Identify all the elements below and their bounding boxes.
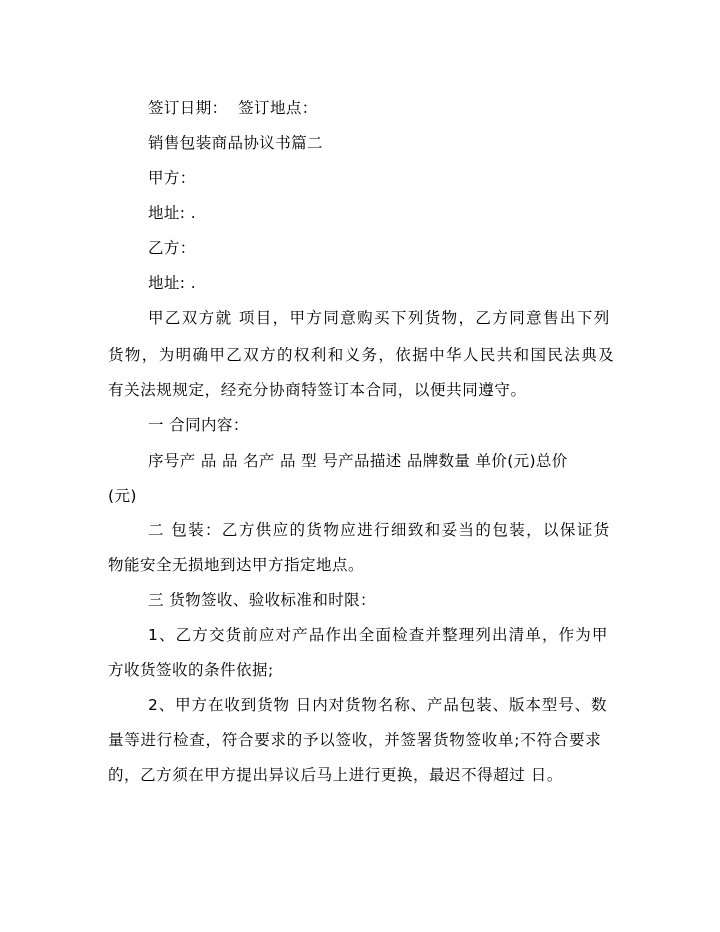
clause-1-line-1: 1、乙方交货前应对产品作出全面检查并整理列出清单，作为甲 <box>148 626 609 644</box>
intro-paragraph-line-1: 甲乙双方就 项目，甲方同意购买下列货物，乙方同意售出下列 <box>148 309 611 327</box>
party-a-address: 地址: . <box>148 204 197 222</box>
party-a-label: 甲方： <box>148 169 196 187</box>
document-title: 销售包装商品协议书篇二 <box>148 134 323 152</box>
intro-paragraph-line-2: 货物，为明确甲乙双方的权利和义务，依据中华人民共和国民法典及 <box>108 346 616 364</box>
intro-paragraph-line-3: 有关法规规定，经充分协商特签订本合同，以便共同遵守。 <box>108 381 527 399</box>
party-b-address: 地址: . <box>148 274 197 292</box>
table-header-line-2: (元) <box>108 487 137 505</box>
clause-1-line-2: 方收货签收的条件依据; <box>108 661 274 679</box>
sign-date-place-line: 签订日期： 签订地点： <box>148 99 318 117</box>
table-header-line-1: 序号产 品 品 名产 品 型 号产品描述 品牌数量 单价(元)总价 <box>148 452 568 470</box>
party-b-label: 乙方： <box>148 239 196 257</box>
section-3-heading: 三 货物签收、验收标准和时限： <box>148 591 376 609</box>
section-2-line-2: 物能安全无损地到达甲方指定地点。 <box>108 556 365 574</box>
clause-2-line-2: 量等进行检查，符合要求的予以签收，并签署货物签收单;不符合要求 <box>108 731 602 749</box>
section-2-line-1: 二 包装：乙方供应的货物应进行细致和妥当的包装，以保证货 <box>148 521 611 539</box>
clause-2-line-1: 2、甲方在收到货物 日内对货物名称、产品包装、版本型号、数 <box>148 696 608 714</box>
clause-2-line-3: 的，乙方须在甲方提出异议后马上进行更换，最迟不得超过 日。 <box>108 766 563 784</box>
section-1-heading: 一 合同内容： <box>148 416 249 434</box>
